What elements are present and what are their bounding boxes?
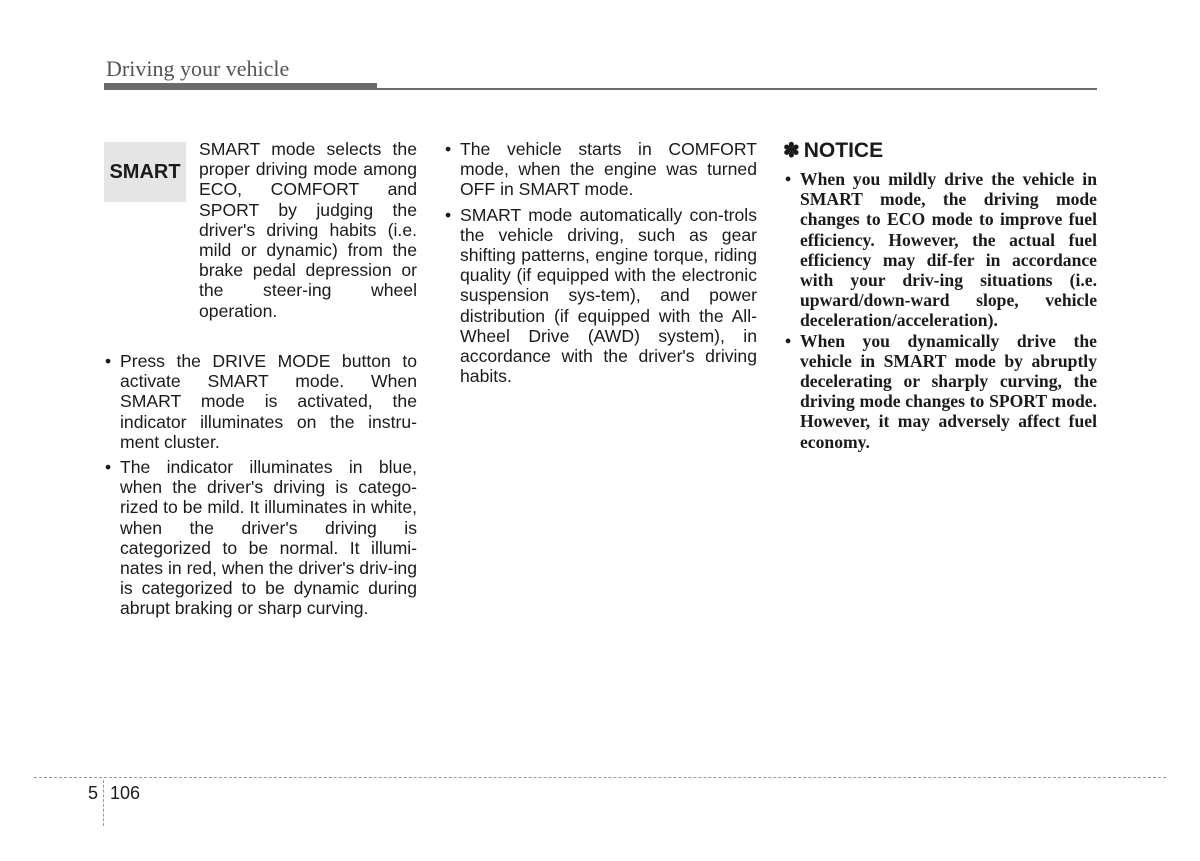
header-rule-thin xyxy=(104,88,1097,90)
chapter-number: 5 xyxy=(88,783,99,803)
intro-paragraph xyxy=(199,139,417,321)
smart-badge: SMART xyxy=(104,142,186,202)
notice-title: NOTICE xyxy=(803,138,884,162)
notice-heading xyxy=(783,138,1097,163)
notice-box xyxy=(783,138,1097,452)
page-number: 106 xyxy=(110,783,141,803)
list-item: • SMART mode automatically con-trols the vehicle driving, such as gear shifting patterns, engine torque, riding quality (if equipped with the electronic suspension sys-tem), and power distribution (if equipped with the All-Wheel Drive (AWD) system), in accordance with the driver's driving habits. xyxy=(445,204,757,387)
footer-vertical-divider xyxy=(103,780,104,826)
bullet-icon: • xyxy=(785,330,792,351)
asterisk-icon: ✽ xyxy=(783,140,800,162)
bullet-icon: • xyxy=(785,169,792,189)
list-item: • The vehicle starts in COMFORT mode, when the engine was turned OFF in SMART mode. xyxy=(445,139,757,200)
section-title: Driving your vehicle xyxy=(106,56,290,81)
column-2-bullets xyxy=(444,139,757,391)
bullet-icon: • xyxy=(445,139,452,159)
list-item: • When you dynamically drive the vehicle in SMART mode by abruptly decelerating or sharply curving, the driving mode changes to SPORT mode. However, it may adversely affect fuel economy. xyxy=(785,330,1097,452)
footer-divider xyxy=(34,777,1166,778)
bullet-icon: • xyxy=(105,457,112,478)
list-item: • Press the DRIVE MODE button to activate SMART mode. When SMART mode is activated, the indicator illuminates on the instru-ment cluster. xyxy=(105,351,417,452)
bullet-icon: • xyxy=(105,351,112,371)
list-item: • When you mildly drive the vehicle in SMART mode, the driving mode changes to ECO mode to improve fuel efficiency. However, the actual fuel efficiency may dif-fer in accordance with your driv-ing situations (i.e. upward/down-ward slope, vehicle deceleration/acceleration). xyxy=(785,169,1097,331)
intro-text: SMART mode selects the proper driving mode among ECO, COMFORT and SPORT by judging the driver's driving habits (i.e. mild or dynamic) from the brake pedal depression or the steer-ing wheel operation. xyxy=(199,139,417,321)
bullet-icon: • xyxy=(445,204,452,225)
list-item: • The indicator illuminates in blue, when the driver's driving is catego-rized to be mild. It illuminates in white, when the driver's driving is categorized to be normal. It illumi-nates in red, when the driver's driv-ing is categorized to be dynamic during abrupt braking or sharp curving. xyxy=(105,457,417,619)
column-1-bullets xyxy=(104,351,417,624)
